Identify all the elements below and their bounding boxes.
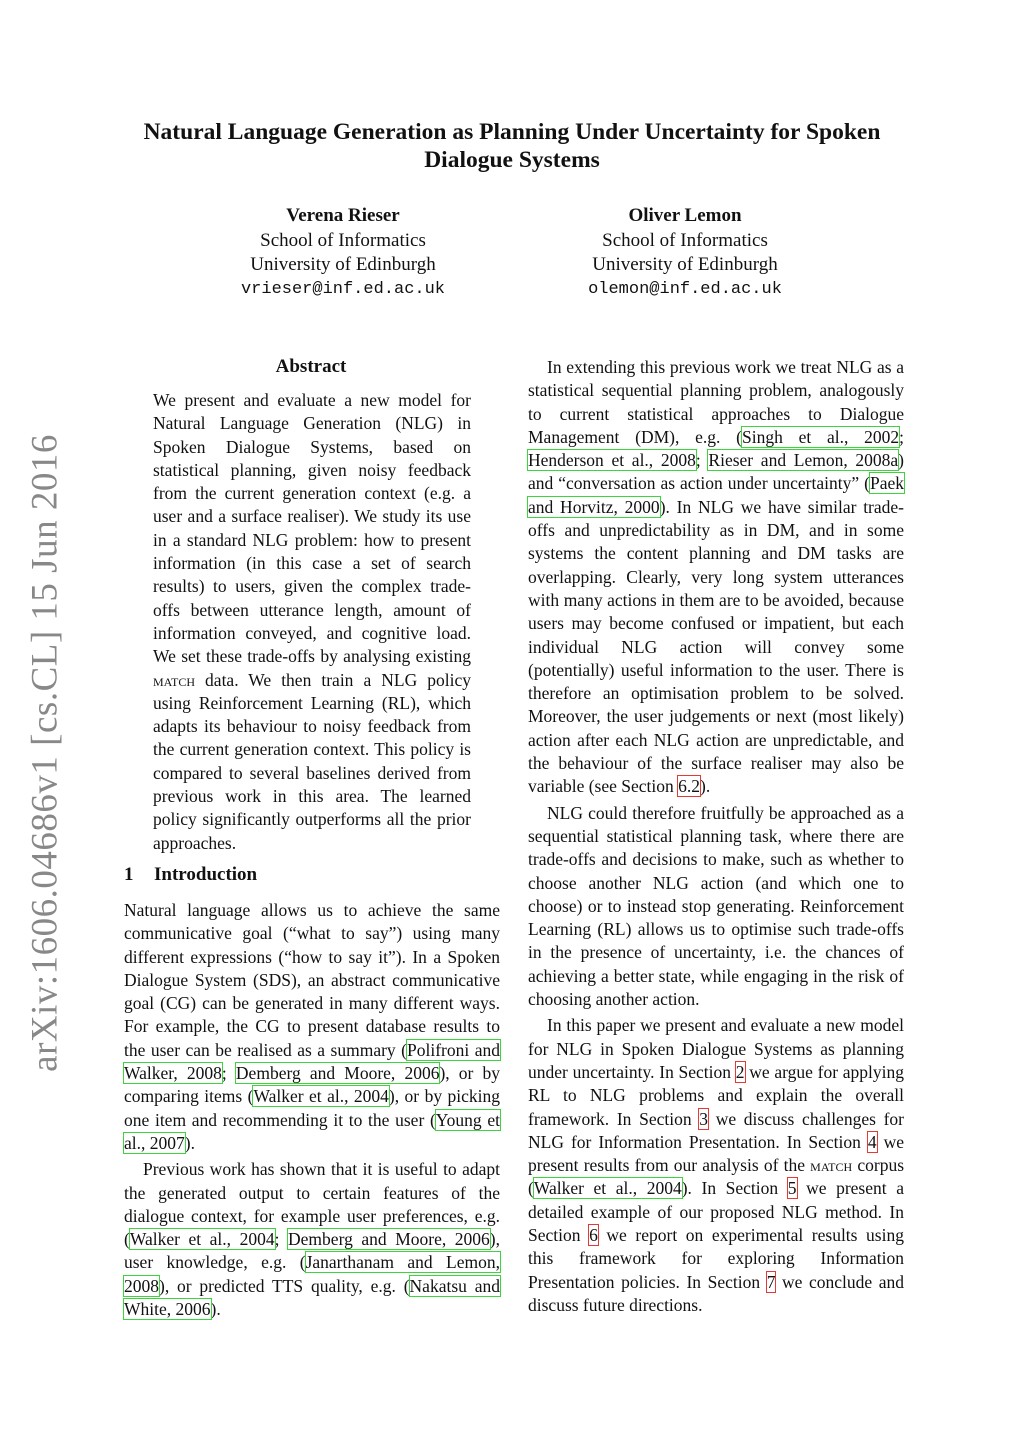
body-text: we report on experimental results using this framework for exploring Information Presentation policies. In Section (528, 1224, 904, 1292)
body-text: ), or by picking one item and recommending it to the user ( (124, 1086, 501, 1130)
match-corpus-name: match (153, 669, 196, 690)
section-ref-link[interactable]: 6 (589, 1224, 598, 1245)
section-ref-link[interactable]: 5 (787, 1178, 797, 1199)
section-ref-link[interactable]: 6.2 (678, 776, 701, 797)
section-heading-introduction (124, 864, 257, 886)
body-text: we present a detailed example of our proposed NLG method. In Section (528, 1178, 904, 1245)
citation-link[interactable]: Nakatsu and White, 2006 (124, 1275, 500, 1320)
citation-link[interactable]: Young et al., 2007 (124, 1109, 500, 1153)
citation-link[interactable]: Demberg and Moore, 2006 (235, 1063, 440, 1084)
author-name: Oliver Lemon (628, 205, 742, 226)
match-corpus-name: match (810, 1155, 853, 1176)
author-block-2 (535, 204, 835, 302)
abstract-text: data. We then train a NLG policy using Reinforcement Learning (RL), which adapts its behaviour to noisy feedback from the current generation context. This policy is compared to several baselines derived from previous work in this area. The learned policy significantly outperforms all the prior approaches. (153, 669, 471, 853)
body-text: Natural language allows us to achieve the same communicative goal (“what to say”) using many different expressions (“how to say it”). In a Spoken Dialogue System (SDS), an abstract communicative goal (CG) can be generated in many different ways. For example, the CG to present database results to the user can be realised as a summary ( (124, 900, 500, 1060)
author-email: olemon@inf.ed.ac.uk (588, 279, 782, 299)
body-text: ), user knowledge, e.g. ( (124, 1229, 500, 1273)
body-text: ), or predicted TTS quality, e.g. ( (159, 1275, 410, 1296)
body-text: ) and “conversation as action under uncertainty” ( (528, 450, 904, 494)
body-text: ; (695, 450, 709, 471)
body-text: ). (700, 776, 711, 797)
author-name: Verena Rieser (286, 205, 400, 226)
body-text: In extending this previous work we treat NLG as a statistical sequential planning problem, analogously to current statistical approaches to Dialogue Management (DM), e.g. ( (528, 357, 904, 447)
author-block-1 (193, 204, 493, 302)
body-text: ; (899, 426, 904, 447)
section-ref-link[interactable]: 4 (867, 1131, 877, 1152)
body-text: ). In Section (681, 1178, 788, 1199)
abstract-text: We present and evaluate a new model for Natural Language Generation (NLG) in Spoken Dialogue Systems, based on statistical planning, given noisy feedback from the current generation context (e.g. a user and a surface realiser). We study its use in a standard NLG problem: how to present information (in this case a set of search results) to users, given the complex trade-offs between utterance length, amount of information conveyed, and cognitive load. We set these trade-offs by analysing existing (153, 390, 471, 667)
section-ref-link[interactable]: 7 (766, 1271, 776, 1292)
body-text: ; (221, 1063, 236, 1084)
body-text: ), or by comparing items ( (124, 1063, 500, 1107)
body-text: In this paper we present and evaluate a new model for NLG in Spoken Dialogue Systems as planning under uncertainty. In Section (528, 1015, 904, 1082)
author-email: vrieser@inf.ed.ac.uk (240, 279, 446, 299)
body-text: corpus ( (528, 1155, 905, 1199)
abstract-body (153, 389, 471, 855)
author-affiliation: University of Edinburgh (592, 254, 778, 275)
author-affiliation: School of Informatics (260, 229, 426, 251)
arxiv-side-stamp (17, 434, 73, 1072)
paper-title: Natural Language Generation as Planning Under Uncertainty for Spoken Dialogue Systems (143, 119, 881, 173)
body-text: ). (210, 1299, 221, 1320)
citation-link[interactable]: Polifroni and Walker, 2008 (124, 1039, 500, 1084)
section-ref-link[interactable]: 2 (735, 1061, 745, 1082)
body-text: Previous work has shown that it is useful to adapt the generated output to certain features of the dialogue context, for example user preferences, e.g. ( (124, 1159, 500, 1250)
body-text: we discuss challenges for NLG for Information Presentation. In Section (528, 1108, 904, 1152)
section-number: 1 (124, 864, 134, 885)
paragraph (528, 1014, 904, 1317)
body-text: ). In NLG we have similar trade-offs and unpredictability as in DM, and in some systems the content planning and DM tasks are overlapping. Clearly, very long system utterances with many actions in them are to be avoided, because users may become confused or impatient, but each individual NLG action will convey some (potentially) useful information to the user. There is therefore an optimisation problem to be solved. Moreover, the user judgements or next (most likely) action after each NLG action are unpredictable, and the behaviour of the surface realiser may also be variable (see Section (528, 496, 905, 797)
citation-link[interactable]: Rieser and Lemon, 2008a (708, 450, 899, 471)
body-text: we conclude and discuss future directions. (528, 1271, 904, 1315)
arxiv-identifier: arXiv:1606.04686v1 [cs.CL] 15 Jun 2016 (24, 434, 66, 1072)
citation-link[interactable]: Walker et al., 2004 (533, 1178, 682, 1199)
citation-link[interactable]: Paek and Horvitz, 2000 (528, 473, 904, 517)
body-text: we argue for applying RL to NLG problems and explain the overall framework. In Section (528, 1061, 904, 1129)
section-ref-link[interactable]: 3 (699, 1108, 709, 1129)
body-text: ; (274, 1229, 289, 1250)
body-text: ). (184, 1132, 195, 1153)
paragraph (528, 356, 904, 799)
citation-link[interactable]: Demberg and Moore, 2006 (288, 1229, 490, 1250)
left-column-body (124, 899, 500, 1321)
citation-link[interactable]: Singh et al., 2002 (741, 426, 900, 447)
author-affiliation: University of Edinburgh (250, 254, 436, 275)
section-title: Introduction (154, 864, 258, 885)
paragraph: NLG could therefore fruitfully be approached as a sequential statistical planning task, where there are trade-offs and decisions to make, such as whether to choose another NLG action (and which one to choose) or to instead stop generating. Reinforcement Learning (RL) allows us to optimise such trade-offs in the presence of uncertainty, i.e. the chances of achieving a better state, while engaging in the risk of choosing another action. (528, 802, 904, 1010)
paragraph (124, 1158, 500, 1321)
author-affiliation: School of Informatics (602, 229, 768, 251)
right-column-body (528, 356, 904, 1317)
abstract-heading: Abstract (275, 356, 347, 377)
citation-link[interactable]: Janarthanam and Lemon, 2008 (124, 1252, 500, 1296)
citation-link[interactable]: Henderson et al., 2008 (528, 450, 696, 471)
paragraph (124, 899, 500, 1155)
citation-link[interactable]: Walker et al., 2004 (129, 1229, 275, 1250)
body-text: we present results from our analysis of the (528, 1131, 904, 1176)
citation-link[interactable]: Walker et al., 2004 (253, 1086, 389, 1107)
